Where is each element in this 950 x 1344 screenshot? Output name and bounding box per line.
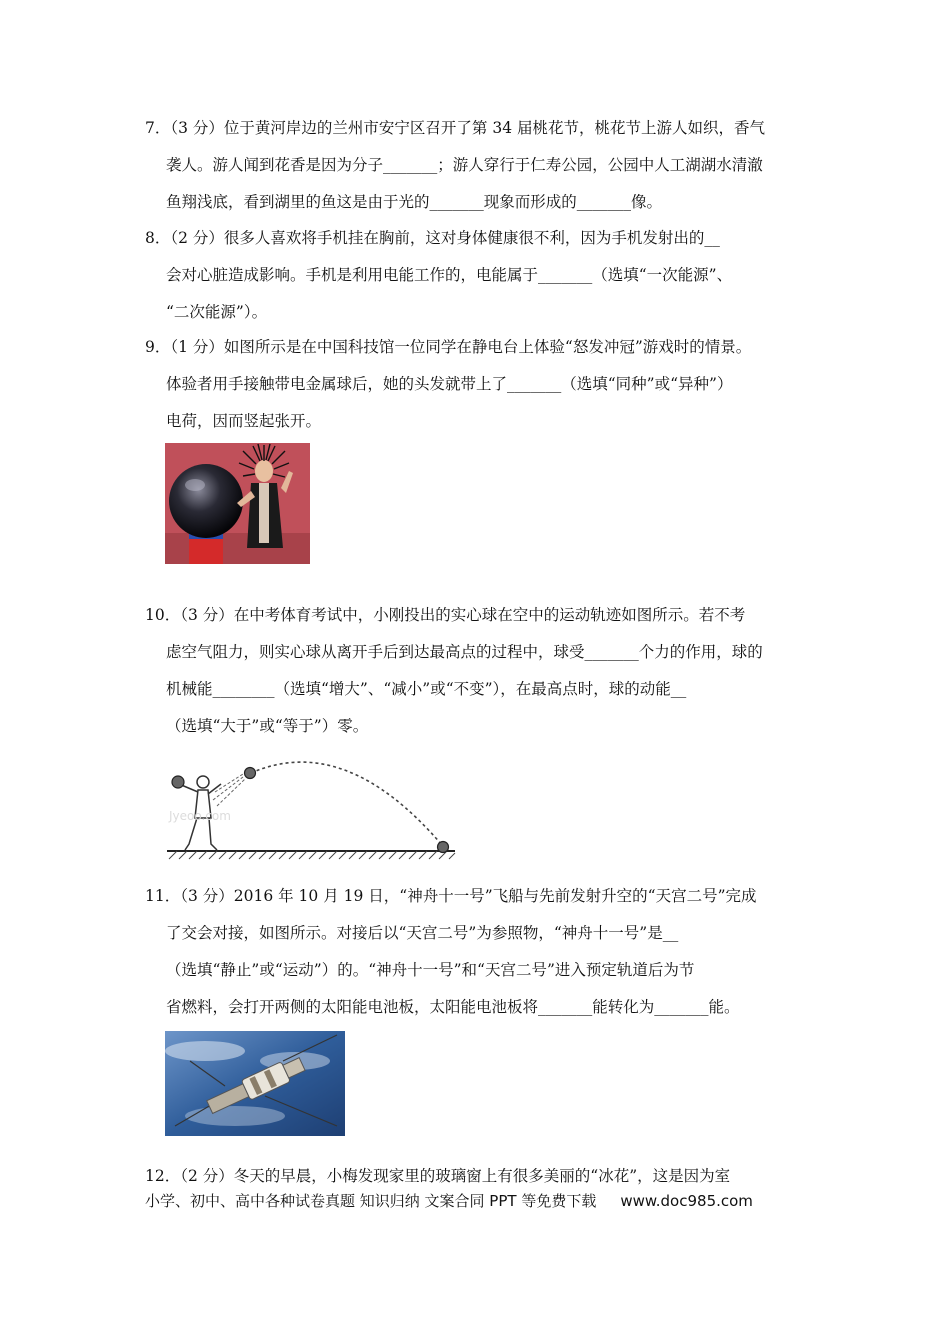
static-electricity-illustration xyxy=(165,443,310,564)
question-9-line-3: 电荷，因而竖起张开。 xyxy=(166,412,322,430)
question-10 xyxy=(145,597,815,745)
question-9 xyxy=(145,329,815,440)
ball-launch xyxy=(245,768,256,779)
ball-landing xyxy=(438,842,449,853)
question-10-line-1: 10．（3 分）在中考体育考试中，小刚投出的实心球在空中的运动轨迹如图所示。若不考 xyxy=(145,606,746,624)
question-11-line-4: 省燃料，会打开两侧的太阳能电池板，太阳能电池板将_______能转化为_______能。 xyxy=(166,998,740,1016)
trajectory-diagram xyxy=(165,760,460,864)
question-11-line-1: 11．（3 分）2016 年 10 月 19 日，“神舟十一号”飞船与先前发射升空的“天宫二号”完成 xyxy=(145,887,757,905)
question-12-line-1: 12．（2 分）冬天的早晨，小梅发现家里的玻璃窗上有很多美丽的“冰花”，这是因为室 xyxy=(145,1167,731,1185)
question-8-line-3: “二次能源”）。 xyxy=(166,303,268,321)
page-footer xyxy=(145,1188,753,1214)
question-7-line-3: 鱼翔浅底，看到湖里的鱼这是由于光的_______现象而形成的_______像。 xyxy=(166,193,663,211)
spacecraft-illustration xyxy=(165,1031,345,1136)
question-9-line-1: 9．（1 分）如图所示是在中国科技馆一位同学在静电台上体验“怒发冲冠”游戏时的情景。 xyxy=(145,338,752,356)
ground-hatching xyxy=(169,851,455,859)
question-7-line-2: 袭人。游人闻到花香是因为分子_______；游人穿行于仁寿公园，公园中人工湖湖水清澈 xyxy=(166,156,763,174)
shot-put-trajectory-figure xyxy=(165,760,460,864)
question-10-line-4: （选填“大于”或“等于”）零。 xyxy=(166,717,369,735)
question-8-line-2: 会对心脏造成影响。手机是利用电能工作的，电能属于_______（选填“一次能源”、 xyxy=(166,266,733,284)
question-11-line-3: （选填“静止”或“运动”）的。“神舟十一号”和“天宫二号”进入预定轨道后为节 xyxy=(166,961,695,979)
spacecraft-docking-photo xyxy=(165,1031,345,1136)
question-11 xyxy=(145,878,815,1026)
question-10-line-3: 机械能________（选填“增大”、“减小”或“不变”），在最高点时，球的动能__ xyxy=(166,680,687,698)
question-8-line-1: 8．（2 分）很多人喜欢将手机挂在胸前，这对身体健康很不利，因为手机发射出的__ xyxy=(145,229,720,247)
footer-url[interactable]: www.doc985.com xyxy=(620,1192,753,1210)
question-10-line-2: 虑空气阻力，则实心球从离开手后到达最高点的过程中，球受_______个力的作用，球的 xyxy=(166,643,763,661)
figure-watermark: Jyeoo.com xyxy=(169,809,231,823)
question-9-line-2: 体验者用手接触带电金属球后，她的头发就带上了_______（选填“同种”或“异种”） xyxy=(166,375,733,393)
trajectory-path xyxy=(251,762,442,845)
ball-in-hand xyxy=(172,776,184,788)
footer-text: 小学、初中、高中各种试卷真题 知识归纳 文案合同 PPT 等免费下载 xyxy=(145,1192,597,1210)
question-8 xyxy=(145,220,815,331)
throw-motion-lines xyxy=(213,774,245,806)
question-7 xyxy=(145,110,815,221)
question-7-line-1: 7．（3 分）位于黄河岸边的兰州市安宁区召开了第 34 届桃花节，桃花节上游人如织，香气 xyxy=(145,119,765,137)
static-electricity-photo xyxy=(165,443,310,564)
question-11-line-2: 了交会对接，如图所示。对接后以“天宫二号”为参照物，“神舟十一号”是__ xyxy=(166,924,679,942)
